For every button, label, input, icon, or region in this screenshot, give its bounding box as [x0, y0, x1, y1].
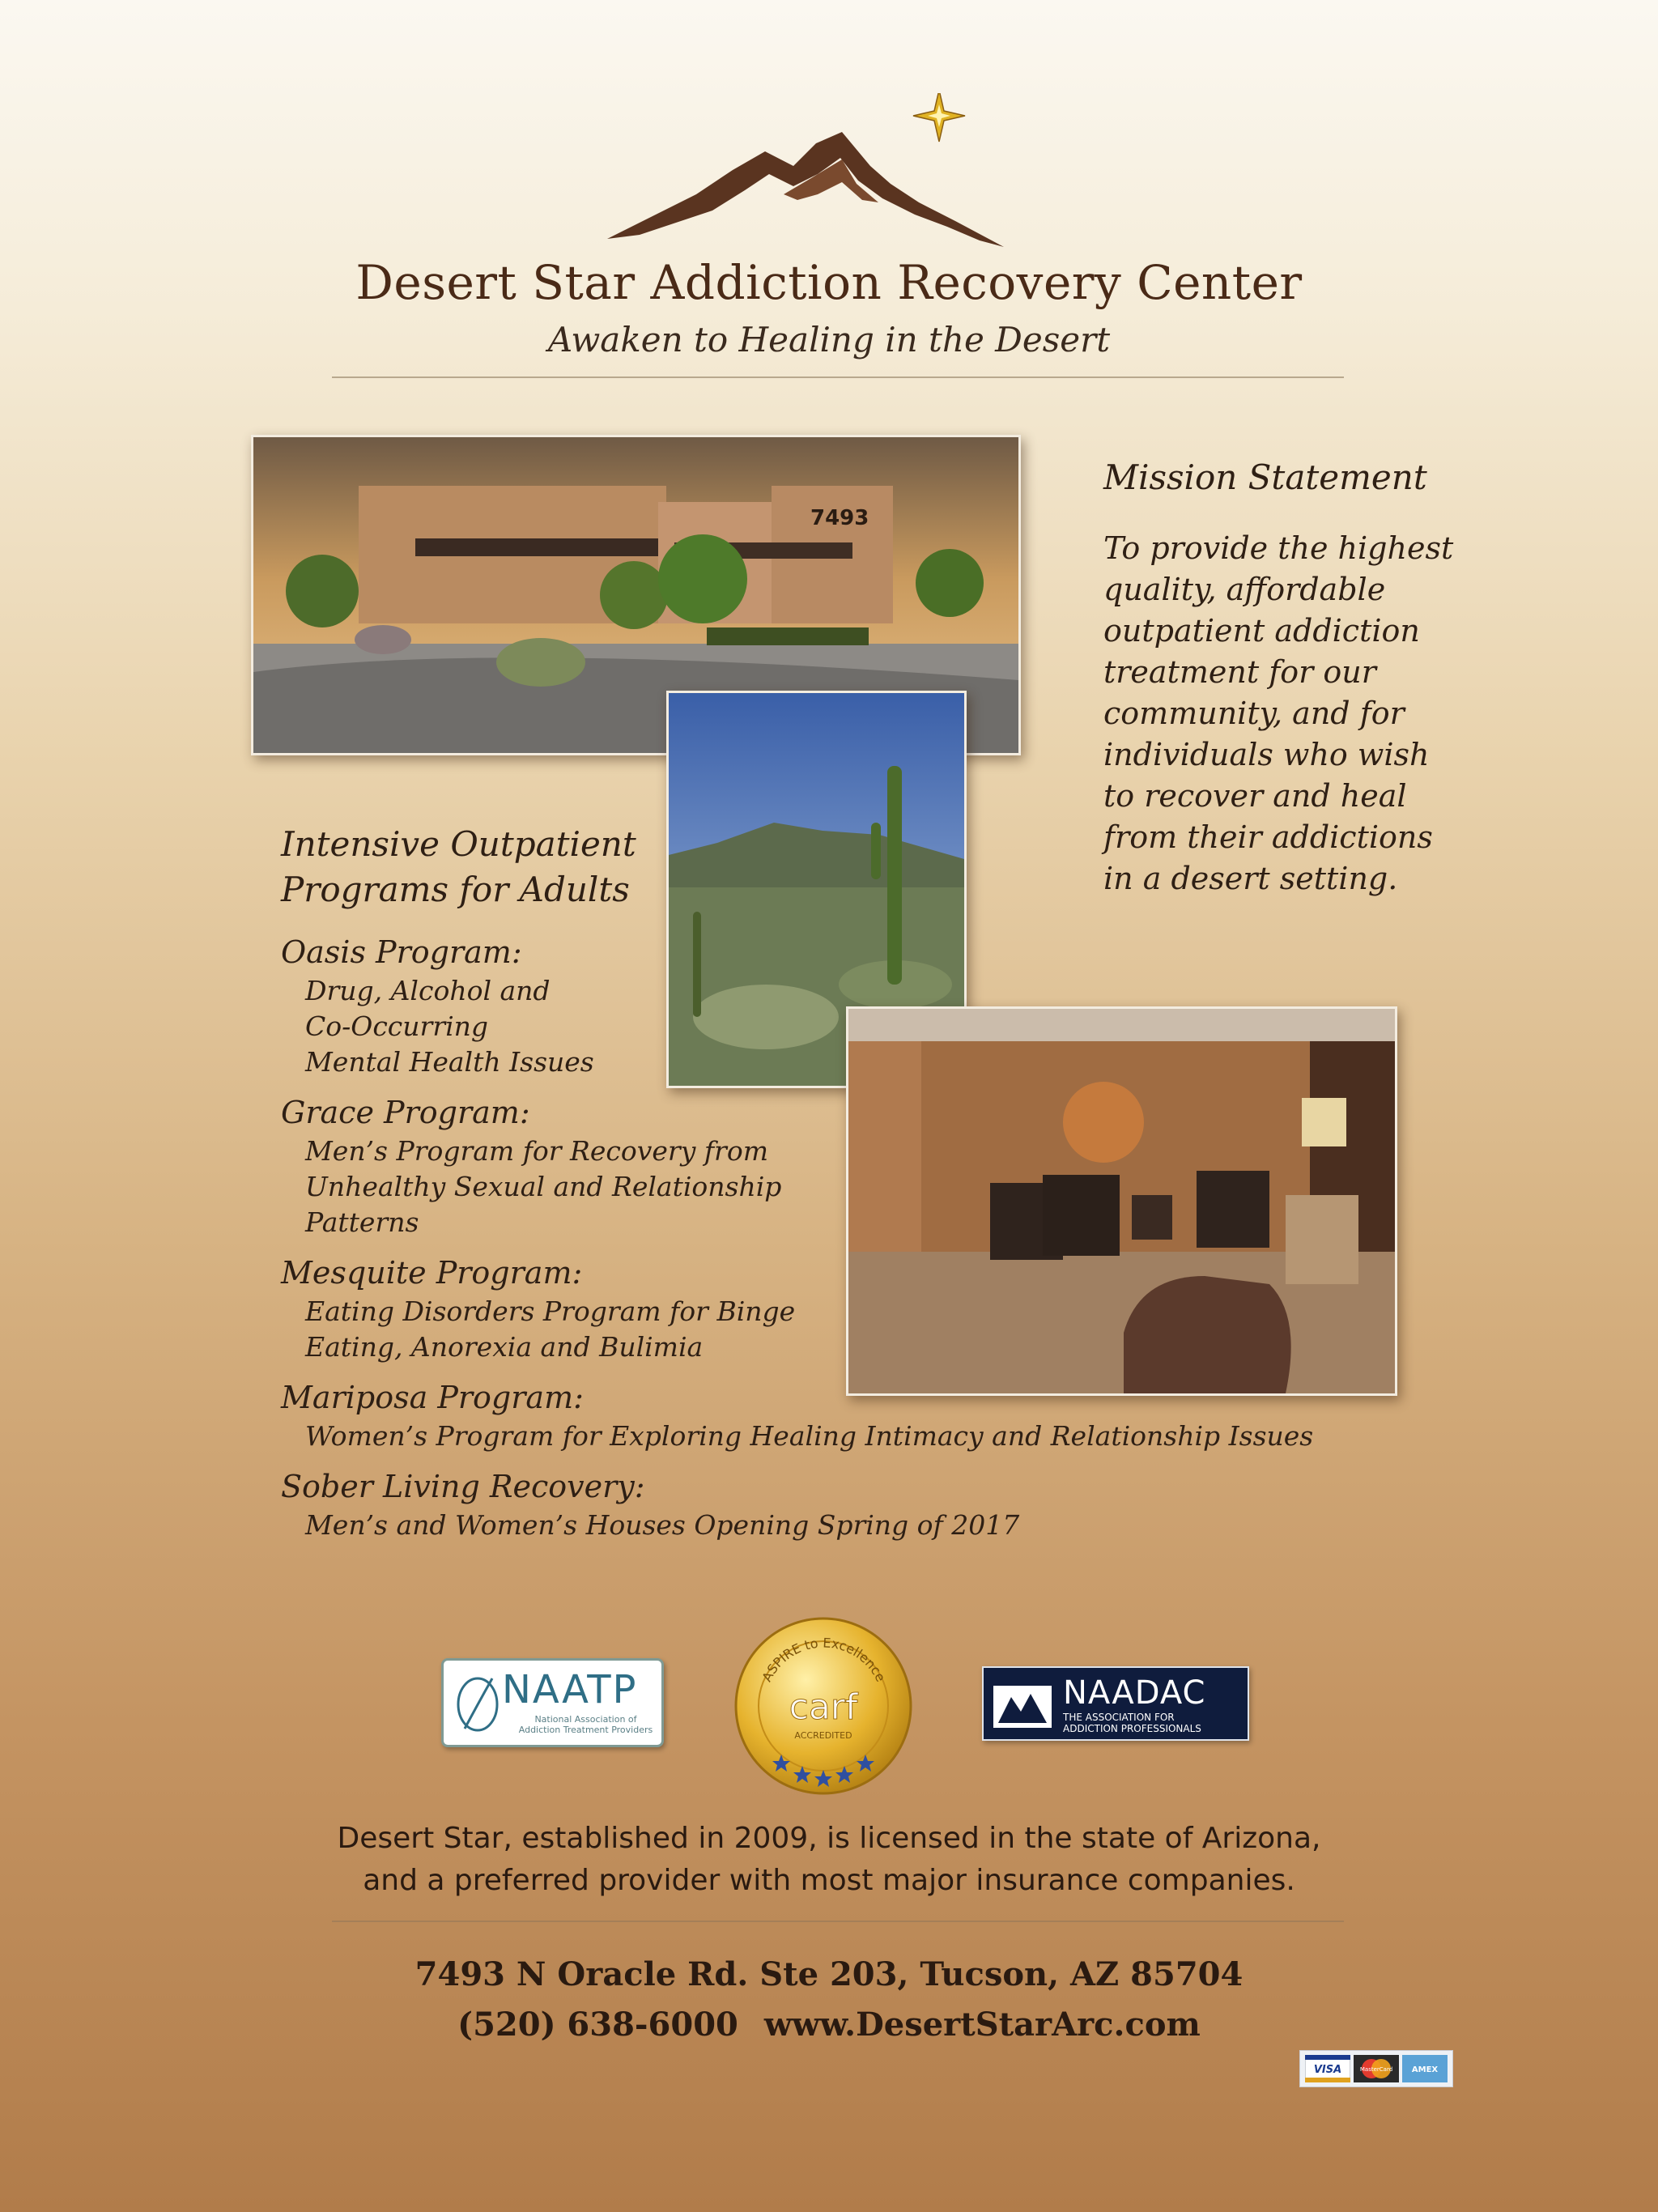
visa-card-icon: [1305, 2055, 1350, 2082]
program-oasis: [281, 931, 1333, 1080]
naatp-label: NAATP: [502, 1667, 638, 1712]
naadac-subtitle: [1063, 1712, 1201, 1734]
licensing-note-line2: and a preferred provider with most major insurance companies.: [363, 1864, 1295, 1897]
svg-text:VISA: VISA: [1313, 2064, 1342, 2076]
naadac-badge: [982, 1666, 1249, 1741]
program-grace: [281, 1091, 1333, 1240]
program-sober-living: [281, 1465, 1333, 1543]
naatp-subtitle: National Association of Addiction Treatment Providers: [518, 1714, 653, 1735]
tagline: Awaken to Healing in the Desert: [547, 320, 1111, 359]
naadac-label: NAADAC: [1063, 1674, 1206, 1712]
building-number: 7493: [810, 506, 869, 530]
program-name: Grace Program:: [281, 1095, 530, 1130]
naatp-emblem-icon: [453, 1672, 502, 1737]
naatp-badge: [441, 1658, 664, 1747]
program-description: Men’s Program for Recovery from Unhealthy Sexual and Relationship Patterns: [305, 1135, 782, 1238]
carf-seal-icon: [733, 1615, 915, 1797]
divider: [332, 376, 1344, 378]
program-name: Mariposa Program:: [281, 1380, 584, 1415]
phone-number[interactable]: (520) 638-6000: [457, 2006, 738, 2044]
amex-card-icon: [1402, 2055, 1448, 2082]
licensing-note: [0, 1818, 1658, 1902]
street-address: 7493 N Oracle Rd. Ste 203, Tucson, AZ 85704: [414, 1955, 1244, 1993]
program-mariposa: [281, 1376, 1333, 1454]
mastercard-icon: [1354, 2055, 1399, 2082]
contact-info: [0, 1950, 1658, 2050]
programs-list: [281, 931, 1333, 1555]
programs-title: Intensive Outpatient Programs for Adults: [281, 824, 636, 909]
mountain-star-logo-icon: [599, 93, 1020, 255]
licensing-note-line1: Desert Star, established in 2009, is licensed in the state of Arizona,: [337, 1822, 1321, 1855]
carf-label: carf: [789, 1687, 858, 1728]
program-description: Women’s Program for Exploring Healing Intimacy and Relationship Issues: [305, 1420, 1314, 1452]
program-description: Eating Disorders Program for Binge Eating, Anorexia and Bulimia: [305, 1295, 796, 1363]
organization-name: Desert Star Addiction Recovery Center: [355, 255, 1303, 310]
website-link[interactable]: www.DesertStarArc.com: [763, 2006, 1201, 2044]
carf-accredited: ACCREDITED: [794, 1730, 852, 1741]
naadac-subtitle-line1: THE ASSOCIATION FOR: [1063, 1712, 1175, 1723]
divider: [332, 1921, 1344, 1922]
svg-text:MasterCard: MasterCard: [1359, 2066, 1393, 2073]
program-name: Mesquite Program:: [281, 1255, 583, 1291]
program-description: Drug, Alcohol and Co-Occurring Mental Health Issues: [305, 975, 594, 1078]
payment-cards: [1299, 2050, 1453, 2087]
program-description: Men’s and Women’s Houses Opening Spring of 2017: [305, 1509, 1020, 1541]
naadac-emblem-icon: [993, 1686, 1052, 1728]
naadac-subtitle-line2: ADDICTION PROFESSIONALS: [1063, 1723, 1201, 1734]
program-mesquite: [281, 1252, 1333, 1365]
program-name: Oasis Program:: [281, 934, 522, 970]
svg-text:AMEX: AMEX: [1411, 2065, 1439, 2074]
program-name: Sober Living Recovery:: [281, 1469, 645, 1504]
mission-statement-title: Mission Statement: [1103, 457, 1427, 497]
mission-statement-text: To provide the highest quality, affordable outpatient addiction treatment for our community, and for individuals who wish to recover and heal from their addictions in a desert setting.: [1103, 530, 1454, 896]
star-icon: [913, 93, 965, 142]
carf-ring-text: ASPIRE to Excellence: [759, 1635, 889, 1685]
